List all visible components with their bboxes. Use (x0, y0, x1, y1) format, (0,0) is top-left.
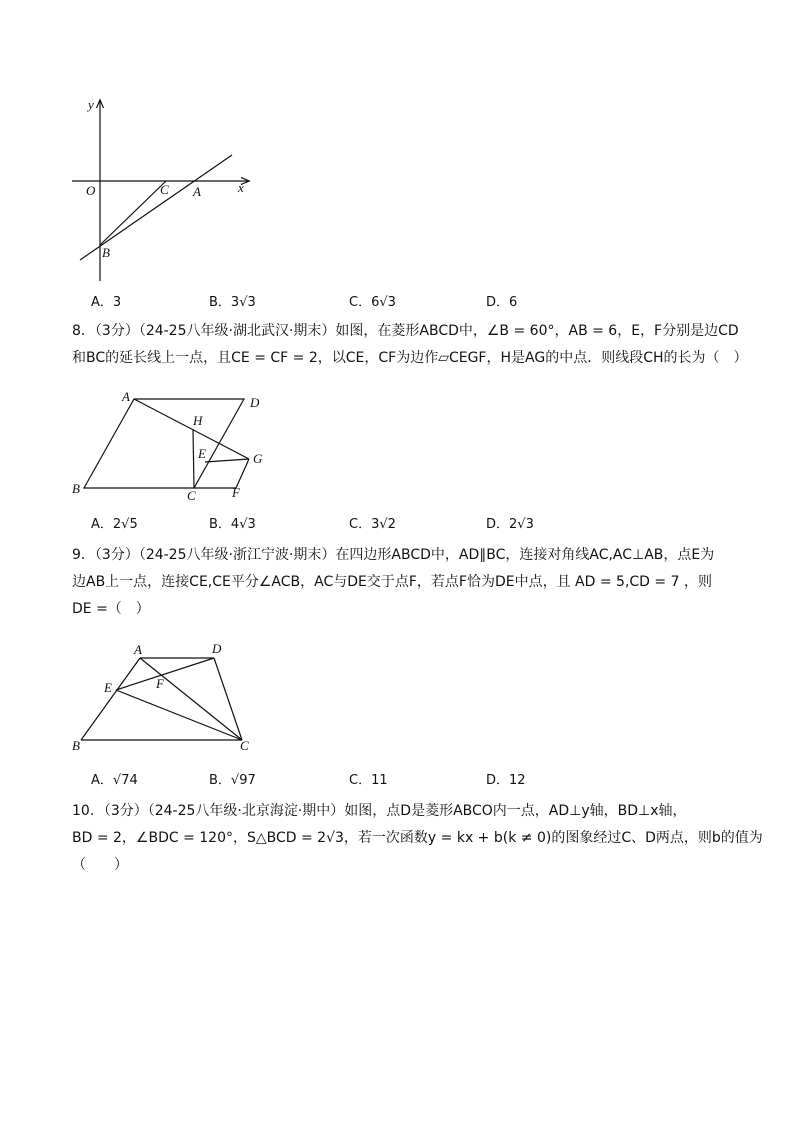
q7-choice-a[interactable]: A．3 (91, 295, 122, 310)
label-c: C (160, 182, 169, 197)
q7-choice-b[interactable]: B．3√3 (209, 295, 256, 310)
label-f: F (232, 485, 240, 500)
segment-ab (81, 658, 140, 740)
q10-line-1: 10．（3分）（24-25八年级·北京海淀·期中）如图，点D是菱形ABCO内一点，AD⊥y轴，BD⊥x轴， (72, 803, 687, 819)
q9-figure (66, 640, 266, 755)
q8-text (72, 318, 748, 372)
label-d: D (250, 395, 260, 410)
q7-choice-d[interactable]: D．6 (486, 295, 518, 310)
q8-choice-a[interactable]: A．2√5 (91, 517, 138, 532)
label-a: A (134, 642, 142, 657)
q10-line-3: （ ） (72, 857, 128, 873)
q9-choice-d[interactable]: D．12 (486, 773, 526, 788)
label-y: y (88, 97, 94, 112)
label-x: x (238, 180, 244, 195)
q7-figure (60, 95, 260, 285)
segment-ed (116, 658, 214, 690)
q9-line-2: 边AB上一点，连接CE,CE平分∠ACB，AC与DE交于点F，若点F恰为DE中点，且 AD = 5,CD = 7 ，则 (72, 574, 712, 590)
q8-choice-c[interactable]: C．3√2 (349, 517, 396, 532)
label-a: A (193, 184, 201, 199)
segment-ch (193, 429, 194, 488)
label-b: B (72, 481, 80, 496)
label-b: B (102, 245, 110, 260)
segment-dc (214, 658, 242, 740)
segment-eg (205, 459, 249, 462)
label-e: E (198, 446, 206, 461)
segment-ag (134, 399, 249, 459)
segment-ac (140, 658, 242, 740)
label-d: D (212, 641, 222, 656)
q9-text (72, 542, 732, 623)
label-a: A (122, 389, 130, 404)
q8-choice-d[interactable]: D．2√3 (486, 517, 534, 532)
segment-ec (116, 690, 242, 740)
label-b: B (72, 738, 80, 753)
q9-choice-b[interactable]: B．√97 (209, 773, 256, 788)
label-c: C (187, 488, 196, 503)
label-h: H (193, 413, 203, 428)
q8-choices (91, 513, 651, 535)
q8-choice-b[interactable]: B．4√3 (209, 517, 256, 532)
q10-text (72, 798, 763, 879)
label-c: C (240, 738, 249, 753)
label-o: O (86, 183, 96, 198)
segment-gf (236, 459, 249, 488)
q7-choices (91, 291, 651, 313)
q7-choice-c[interactable]: C．6√3 (349, 295, 396, 310)
q9-choice-c[interactable]: C．11 (349, 773, 388, 788)
q8-line-2: 和BC的延长线上一点，且CE = CF = 2，以CE，CF为边作▱CEGF，H是AG的中点．则线段CH的长为（ ） (72, 350, 748, 366)
q9-choice-a[interactable]: A．√74 (91, 773, 138, 788)
q9-line-3: DE =（ ） (72, 601, 150, 617)
q9-line-1: 9．（3分）（24-25八年级·浙江宁波·期末）在四边形ABCD中，AD∥BC，连接对角线AC,AC⊥AB，点E为 (72, 547, 715, 563)
label-e: E (104, 680, 112, 695)
q9-choices (91, 769, 651, 791)
q8-line-1: 8．（3分）（24-25八年级·湖北武汉·期末）如图，在菱形ABCD中，∠B = 60°，AB = 6，E，F分别是边CD (72, 323, 739, 339)
q10-line-2: BD = 2，∠BDC = 120°，S△BCD = 2√3，若一次函数y = kx + b(k ≠ 0)的图象经过C、D两点，则b的值为 (72, 830, 763, 846)
label-g: G (253, 451, 263, 466)
line-bc (100, 181, 166, 245)
q8-figure (66, 385, 276, 505)
label-f: F (156, 676, 164, 691)
